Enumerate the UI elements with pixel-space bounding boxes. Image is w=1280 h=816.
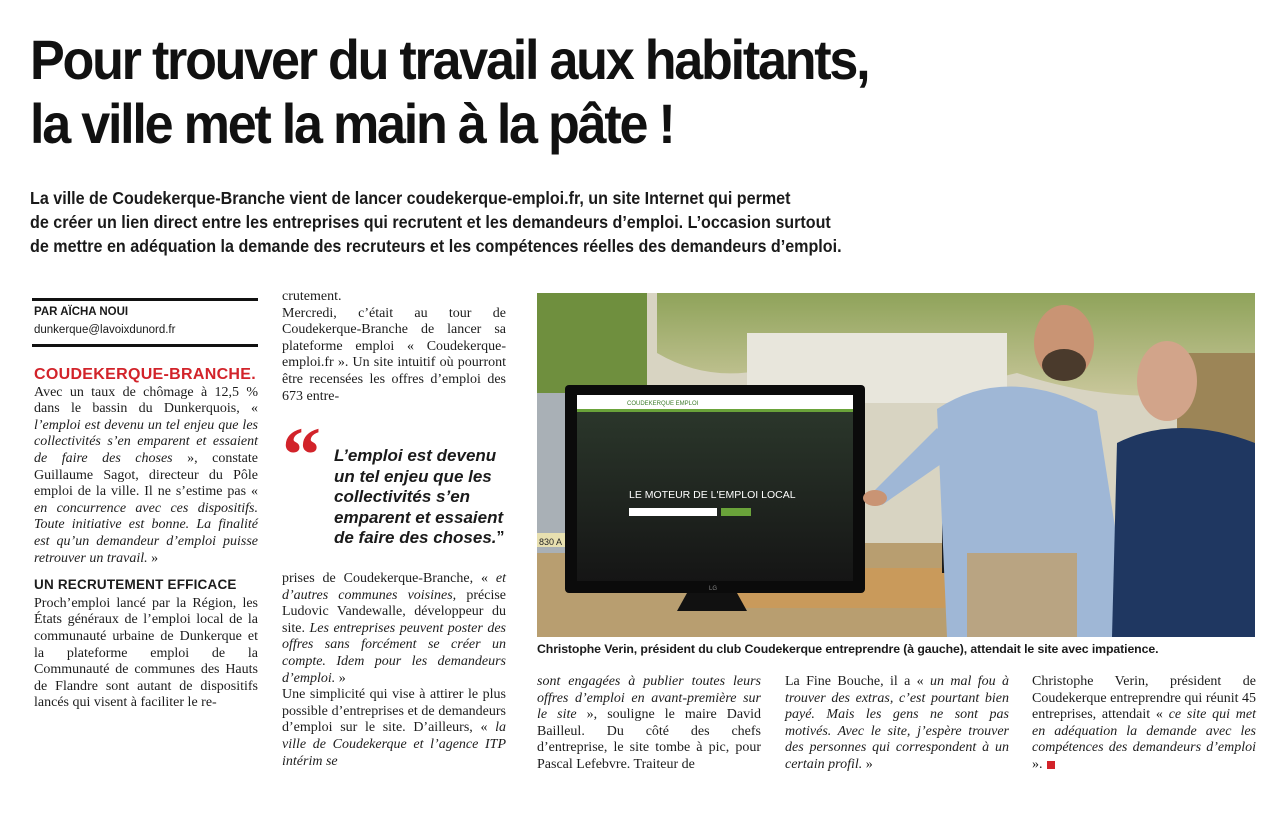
screen-header: COUDEKERQUE EMPLOI	[627, 401, 699, 407]
byline-rule-top	[32, 298, 258, 301]
pull-quote	[282, 446, 518, 549]
byline: PAR AÏCHA NOUI	[34, 306, 129, 318]
standfirst-line-3: de mettre en adéquation la demande des recruteurs et les compétences réelles des demandeurs d’emploi.	[30, 236, 842, 256]
column-1-paragraph-1: COUDEKERQUE-BRANCHE. Avec un taux de chômage à 12,5 % dans le bassin du Dunkerquois, « l’emploi est devenu un tel enjeu que les collectivités s’en emparent et essaient de faire des choses », constate Guillaume Sagot, directeur du Pôle emploi de la ville. Il ne s’estime pas « en concurrence avec ces dispositifs. Toute initiative est bonne. La finalité est qu’un demandeur d’emploi puisse retrouver un travail. »	[34, 366, 258, 566]
tv-brand: LG	[709, 586, 718, 592]
column-2-paragraph-3: prises de Coudekerque-Branche, « et d’autres communes voisines, précise Ludovic Vandewalle, développeur du site. Les entreprises peuvent poster des offres sans forcément se créer un compte. Idem pour les demandeurs d’emploi. »	[282, 571, 506, 686]
byline-rule-bottom	[32, 344, 258, 347]
quote-inline: l’emploi est devenu un tel enjeu que les collectivités s’en emparent et essaient de faire des choses	[34, 417, 258, 466]
column-1	[34, 367, 258, 712]
column-2-paragraph-1: crutement.	[282, 289, 342, 304]
column-2-bottom	[282, 571, 506, 770]
author-email[interactable]: dunkerque@lavoixdunord.fr	[34, 324, 176, 336]
column-2-paragraph-2: Mercredi, c’était au tour de Coudekerque-Branche de lancer sa plateforme emploi « Coudekerque-emploi.fr ». Un site intuitif où pourront être recensées les offres d’emploi des 673 entre-	[282, 305, 506, 404]
column-4	[785, 674, 1009, 774]
photo-caption: Christophe Verin, président du club Coudekerque entreprendre (à gauche), attendait le site avec impatience.	[537, 642, 1159, 656]
headline-line-1: Pour trouver du travail aux habitants,	[30, 28, 869, 91]
column-2-top	[282, 289, 506, 405]
column-2-paragraph-4: Une simplicité qui vise à attirer le plus possible d’entreprises et de demandeurs d’emploi sur le site. D’ailleurs, « la ville de Coudekerque et l’agence ITP intérim se	[282, 687, 506, 769]
headline	[30, 28, 960, 156]
pull-quote-close-mark: ”	[496, 529, 505, 546]
standfirst-line-1: La ville de Coudekerque-Branche vient de lancer coudekerque-emploi.fr, un site Internet qui permet	[30, 188, 791, 208]
pull-quote-open-mark: “	[282, 411, 321, 498]
sign-label: 830 A	[539, 537, 563, 547]
column-4-paragraph-1: La Fine Bouche, il a « un mal fou à trouver des extras, c’est pourtant bien payé. Mais les gens ne sont pas motivés. Avec le site, j’espère trouver des personnes qui correspondent à un certain profil. »	[785, 674, 1009, 772]
subheading: UN RECRUTEMENT EFFICACE	[34, 577, 237, 593]
screen-title: LE MOTEUR DE L'EMPLOI LOCAL	[629, 489, 796, 501]
column-5	[1032, 674, 1256, 774]
column-3	[537, 674, 761, 774]
column-5-paragraph-1: Christophe Verin, président de Coudekerque entreprendre qui réunit 45 entreprises, attendait « ce site qui met en adéquation la demande avec les compétences des demandeurs d’emploi ».	[1032, 674, 1256, 772]
end-of-article-mark	[1047, 761, 1055, 769]
column-3-paragraph-1: sont engagées à publier toutes leurs offres d’emploi en avant-première sur le site », souligne le maire David Bailleul. Du côté des chefs d’entreprise, le site tombe à pic, pour Pascal Lefebvre. Traiteur de	[537, 674, 761, 772]
headline-line-2: la ville met la main à la pâte !	[30, 92, 674, 155]
standfirst	[30, 186, 950, 258]
article-photo	[537, 293, 1255, 637]
dateline-city: COUDEKERQUE-BRANCHE.	[34, 366, 257, 383]
standfirst-line-2: de créer un lien direct entre les entreprises qui recrutent et les demandeurs d’emploi. L’occasion surtout	[30, 212, 831, 232]
photo-illustration	[537, 293, 1255, 637]
column-1-paragraph-2: Proch’emploi lancé par la Région, les États généraux de l’emploi local de la communauté urbaine de Dunkerque et la plateforme emploi de la Communauté de communes des Hauts de Flandre sont autant de dispositifs lancés qui visent à faciliter le re-	[34, 595, 258, 711]
pull-quote-text: L’emploi est devenu un tel enjeu que les collectivités s’en emparent et essaient de faire des choses.	[334, 446, 504, 547]
